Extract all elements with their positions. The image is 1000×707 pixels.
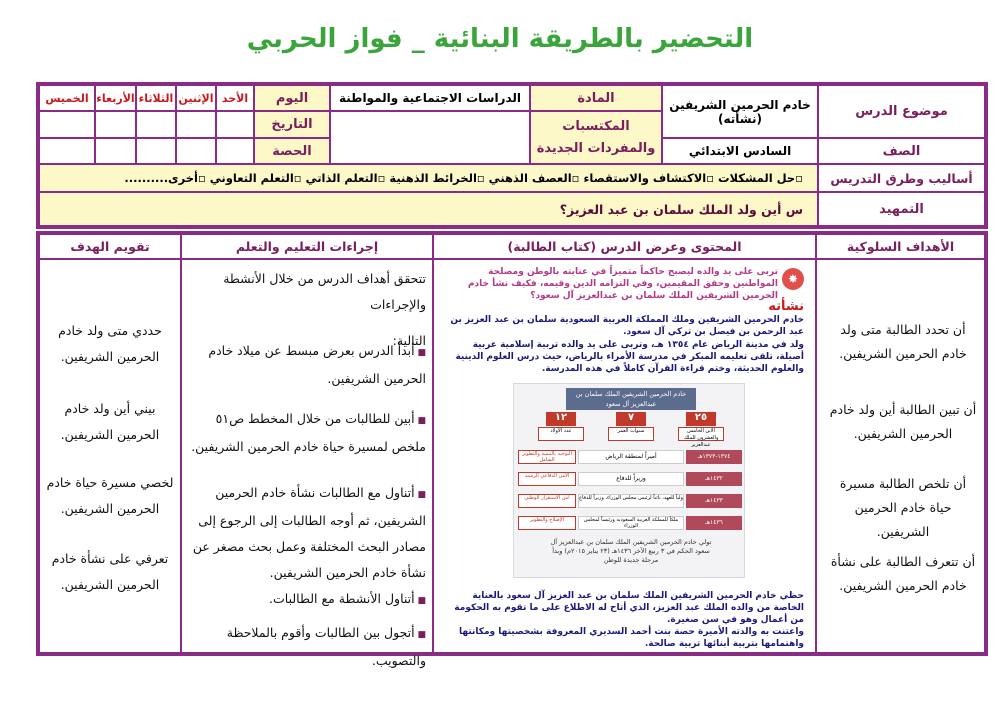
day-monday: الإثنين: [176, 85, 216, 111]
stat-number: ٧: [616, 412, 646, 426]
acquired-label: [530, 111, 662, 164]
methods-value: ▫حل المشكلات ▫الاكتشاف والاستقصاء ▫العصف الذهني ▫الخرائط الذهنية ▫التعلم الذاتي ▫التعلم التعاوني ▫أخرى..........: [39, 164, 818, 192]
timeline-row: [518, 494, 742, 508]
period-cell[interactable]: [136, 138, 176, 164]
day-thursday: الخميس: [39, 85, 95, 111]
objective-item: أن تتعرف الطالبة على نشأة خادم الحرمين الشريفين.: [830, 554, 976, 593]
evaluation-item: بيني أين ولد خادم الحرمين الشريفين.: [60, 401, 160, 442]
methods-label: أساليب وطرق التدريس: [818, 164, 985, 192]
timeline-year: ١٤٣٦هـ: [686, 516, 742, 530]
grade-value: السادس الابتدائي: [662, 138, 818, 164]
day-label: اليوم: [254, 85, 330, 111]
stat-number: ١٢: [546, 412, 576, 426]
bullet-icon: ■: [414, 596, 426, 606]
procedures-intro-line2: التالية:: [392, 333, 426, 348]
procedure-item: [188, 406, 426, 460]
evaluation-item: لخصي مسيرة حياة خادم الحرمين الشريفين.: [46, 475, 174, 516]
timeline-row: [518, 472, 742, 486]
acquired-label-line2: والمفردات الجديدة: [536, 140, 656, 156]
stat-number: ٢٥: [686, 412, 716, 426]
timeline-text: ملكاً للمملكة العربية السعودية ورئيساً لمجلس الوزراء: [578, 516, 684, 530]
content-banner: تربى على يد والده ليصبح حاكماً متميزاً في عنايته بالوطن ومصلحة المواطنين وحقق المقيمين، وفي التزامه الدين وقيمه، فكيف نشأ خادم الحرمين الشريفين الملك سلمان بن عبدالعزيز آل سعود؟: [467, 267, 778, 301]
date-cell[interactable]: [95, 111, 136, 138]
timeline-note: التوجيه بالتنمية والتطوير الشامل: [518, 450, 576, 464]
period-cell[interactable]: [95, 138, 136, 164]
timeline-year: ١٤٣٢هـ: [686, 472, 742, 486]
objectives-header: الأهداف السلوكية: [816, 234, 985, 259]
day-tuesday: الثلاثاء: [136, 85, 176, 111]
procedure-text: أتناول الأنشطة مع الطالبات.: [269, 591, 415, 606]
grade-label: الصف: [818, 138, 985, 164]
objective-item: أن تبين الطالبة أين ولد خادم الحرمين الشريفين.: [829, 402, 977, 441]
objective-item: أن تحدد الطالبة متى ولد خادم الحرمين الشريفين.: [839, 322, 967, 361]
procedure-item: [188, 338, 426, 392]
subject-value: الدراسات الاجتماعية والمواطنة: [330, 85, 530, 111]
content-paragraph: خادم الحرمين الشريفين وملك المملكة العربية السعودية سلمان بن عبد العزيز بن عبد الرحمن بن فيصل بن تركي آل سعود.: [450, 315, 804, 337]
procedure-item: [188, 480, 426, 586]
procedure-text: أبدأ الدرس بعرض مبسط عن ميلاد خادم الحرمين الشريفين.: [208, 343, 426, 386]
procedure-item: [188, 586, 426, 614]
stat-label: سنوات العمر: [608, 427, 654, 441]
figure-caption: تولي خادم الحرمين الشريفين الملك سلمان بن عبدالعزيز آل سعود الحكم في ٣ ربيع الآخر ١٤٣٦هـ (٢٣ يناير ٢٠١٥م) وبدأ مرحلة جديدة للوطن: [550, 538, 712, 564]
topic-value-line1: خادم الحرمين الشريفين: [669, 97, 811, 112]
day-sunday: الأحد: [216, 85, 254, 111]
evaluation-header: تقويم الهدف: [39, 234, 181, 259]
period-cell[interactable]: [39, 138, 95, 164]
timeline-year: ١٤٣٣هـ: [686, 494, 742, 508]
content-paragraph: حظي خادم الحرمين الشريفين الملك سلمان بن عبد العزيز آل سعود بالعناية الخاصة من والده الملك عبد العزيز، الذي أتاح له الاطلاع على ما تقوم به الحكومة من أعمال وهو في سن صغيرة.: [454, 591, 804, 625]
timeline-note: الأمن الدفاعي الرشيد: [518, 472, 576, 486]
stat-label: الابن الخامس والعشرون للملك عبدالعزيز: [678, 427, 724, 441]
timeline-text: أميراً لمنطقة الرياض: [578, 450, 684, 464]
bullet-icon: ■: [414, 348, 426, 358]
topic-label: موضوع الدرس: [818, 85, 985, 138]
page-title: التحضير بالطريقة البنائية _ فواز الحربي: [246, 24, 754, 54]
timeline-note: الإصلاح والتطوير: [518, 516, 576, 530]
timeline-note: أمن الاستقرار الوطني: [518, 494, 576, 508]
content-heading: نشأته: [768, 299, 804, 314]
acquired-label-line1: المكتسبات: [562, 118, 630, 134]
intro-label: التمهيد: [818, 192, 985, 226]
figure-top-label: خادم الحرمين الشريفين الملك سلمان بن عبدالعزيز آل سعود: [566, 388, 696, 410]
bullet-icon: ■: [414, 630, 426, 640]
timeline-row: [518, 450, 742, 464]
date-label: التاريخ: [254, 111, 330, 138]
figure-stat: [538, 412, 584, 442]
evaluation-item: تعرفي على نشأة خادم الحرمين الشريفين.: [51, 551, 169, 592]
period-label: الحصة: [254, 138, 330, 164]
topic-value-line2: (نشأته): [718, 111, 762, 126]
date-cell[interactable]: [39, 111, 95, 138]
procedures-header: إجراءات التعليم والتعلم: [181, 234, 433, 259]
evaluation-item: حددي متى ولد خادم الحرمين الشريفين.: [58, 323, 162, 364]
date-cell[interactable]: [176, 111, 216, 138]
content-banner-icon: ✸: [782, 268, 804, 290]
procedure-text: أتناول مع الطالبات نشأة خادم الحرمين الشريفين، ثم أوجه الطالبات إلى الرجوع إلى مصادر البحث المختلفة وعمل بحث مصغر عن نشأة خادم الحرمين الشريفين.: [192, 485, 426, 580]
procedure-text: أبين للطالبات من خلال المخطط ص٥١ ملخص لمسيرة حياة خادم الحرمين الشريفين.: [191, 411, 426, 454]
bullet-icon: ■: [414, 416, 426, 426]
content-paragraph: ولد في مدينة الرياض عام ١٣٥٤ هـ، وتربى على يد والده تربية إسلامية عربية أصيلة، تلقى تعليمه المبكر في مدرسة الأمراء بالرياض، حيث درس العلوم الدينية والعلوم الحديثة، وختم قراءة القرآن كاملاً في هذه المدرسة.: [455, 340, 804, 374]
timeline-text: ولياً للعهد، نائباً لرئيس مجلس الوزراء، وزيراً للدفاع: [578, 494, 684, 508]
subject-label: المادة: [530, 85, 662, 111]
period-cell[interactable]: [216, 138, 254, 164]
acquired-value[interactable]: [330, 111, 530, 164]
procedures-intro-line1: تتحقق أهداف الدرس من خلال الأنشطة والإجراءات: [223, 271, 426, 312]
topic-value: [662, 85, 818, 138]
content-figure: [513, 383, 745, 578]
day-wednesday: الأربعاء: [95, 85, 136, 111]
date-cell[interactable]: [136, 111, 176, 138]
stat-label: عدد الأولاد: [538, 427, 584, 441]
timeline-text: وزيراً للدفاع: [578, 472, 684, 486]
content-header: المحتوى وعرض الدرس (كتاب الطالبة): [433, 234, 816, 259]
figure-stat: [678, 412, 724, 448]
bullet-icon: ■: [414, 490, 426, 500]
period-cell[interactable]: [176, 138, 216, 164]
figure-stat: [608, 412, 654, 442]
procedure-text: أتجول بين الطالبات وأقوم بالملاحظة والتصويب.: [226, 625, 426, 668]
procedure-item: [188, 620, 426, 674]
intro-value: س أين ولد الملك سلمان بن عبد العزيز؟: [39, 192, 818, 226]
date-cell[interactable]: [216, 111, 254, 138]
timeline-year: ١٣٧٤-١٣٧٣هـ: [686, 450, 742, 464]
timeline-row: [518, 516, 742, 530]
objective-item: أن تلخص الطالبة مسيرة حياة خادم الحرمين الشريفين.: [839, 476, 967, 539]
content-paragraph: واعتنت به والدته الأميرة حصة بنت أحمد السديري المعروفة بشخصيتها ومكانتها واهتمامها بتربية أبنائها تربية صالحة.: [459, 627, 804, 649]
